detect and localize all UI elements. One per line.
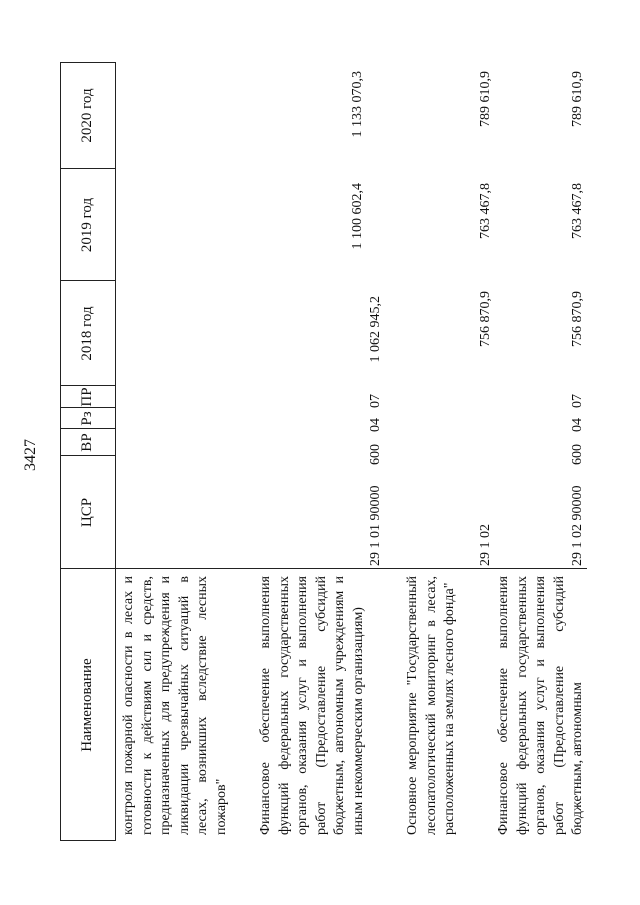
row-rz: 04	[368, 418, 383, 432]
row-pr: 07	[570, 394, 585, 408]
row-pr: 07	[368, 394, 383, 408]
header-2020: 2020 год	[79, 88, 95, 143]
budget-table	[60, 62, 587, 841]
header-pr: ПР	[79, 387, 95, 407]
row-value-2018: 1 062 945,2	[368, 296, 383, 363]
row-value-2018: 756 870,9	[570, 291, 585, 347]
row-vr: 600	[368, 444, 383, 465]
header-2018: 2018 год	[79, 306, 95, 361]
row-csr: 29 1 02	[478, 524, 493, 566]
header-bottom-rule	[115, 62, 116, 841]
row-name: Финансовое обеспечение выполнения функций федеральных государственных органов, оказания услуг и выполнения работ (Предоставление субсидий бюджетным, автономным	[496, 576, 586, 835]
page-number: 3427	[22, 439, 39, 471]
row-value-2020: 789 610,9	[478, 71, 493, 127]
header-csr: ЦСР	[79, 497, 95, 528]
col-sep-name	[60, 568, 587, 569]
header-name: Наименование	[79, 658, 95, 752]
row-value-2020: 1 133 070,3	[350, 71, 365, 138]
row-name: Основное мероприятие "Государственный лесопатологический мониторинг в лесах, расположенных на землях лесного фонда"	[405, 576, 458, 835]
row-rz: 04	[570, 418, 585, 432]
row-value-2019: 763 467,8	[570, 183, 585, 239]
row-csr: 29 1 02 90000	[570, 485, 585, 566]
row-vr: 600	[570, 444, 585, 465]
row-value-2019: 763 467,8	[478, 183, 493, 239]
row-name: контроля пожарной опасности в лесах и готовности к действиям сил и средств, предназначенных для предупреждения и ликвидации чрезвычайных ситуаций в лесах, возникших вследствие лесных пожаров"	[121, 576, 229, 835]
header-rz: Рз	[79, 411, 95, 426]
header-vr: ВР	[79, 433, 95, 452]
row-csr: 29 1 01 90000	[368, 485, 383, 566]
row-value-2020: 789 610,9	[570, 71, 585, 127]
row-name: Финансовое обеспечение выполнения функций федеральных государственных органов, оказания услуг и выполнения работ (Предоставление субсидий бюджетным, автономным учреждениям и иным некоммерческим организациям)	[258, 576, 366, 835]
row-value-2018: 756 870,9	[478, 291, 493, 347]
header-2019: 2019 год	[79, 197, 95, 253]
row-value-2019: 1 100 602,4	[350, 183, 365, 250]
